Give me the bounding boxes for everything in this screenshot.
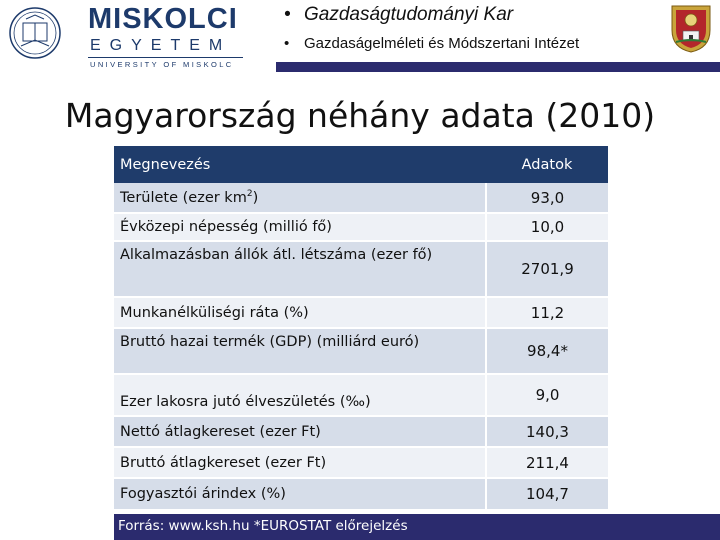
slide-header xyxy=(0,0,720,72)
row-value: 104,7 xyxy=(486,478,608,510)
row-value: 9,0 xyxy=(486,374,608,416)
source-footer xyxy=(114,514,720,540)
row-value: 211,4 xyxy=(486,447,608,478)
row-value: 2701,9 xyxy=(486,241,608,297)
row-label: Munkanélküliségi ráta (%) xyxy=(114,297,486,328)
faculty-crest-icon xyxy=(670,4,712,54)
logo-divider xyxy=(88,57,243,58)
faculty-name-text: Gazdaságtudományi Kar xyxy=(304,4,514,25)
row-label: Ezer lakosra jutó élveszületés (‰) xyxy=(114,374,486,416)
row-label: Területe (ezer $km^2$) xyxy=(114,183,486,213)
row-label: Nettó átlagkereset (ezer Ft) xyxy=(114,416,486,447)
row-label: Bruttó hazai termék (GDP) (milliárd euró) xyxy=(114,328,486,374)
logo-subtitle: EGYETEM xyxy=(90,37,232,54)
institute-name-text: Gazdaságelméleti és Módszertani Intézet xyxy=(304,35,580,52)
header-accent-bar xyxy=(276,62,720,72)
row-value: 140,3 xyxy=(486,416,608,447)
row-value: 10,0 xyxy=(486,213,608,241)
row-value: 93,0 xyxy=(486,183,608,213)
source-note: Forrás: www.ksh.hu *EUROSTAT előrejelzés xyxy=(118,518,408,534)
row-value: 98,4* xyxy=(486,328,608,374)
university-logo-wordmark xyxy=(88,4,248,70)
table-header-row xyxy=(114,146,608,183)
row-label: Alkalmazásban állók átl. létszáma (ezer fő) xyxy=(114,241,486,297)
row-value: 11,2 xyxy=(486,297,608,328)
bullet: • xyxy=(284,4,291,25)
table-row xyxy=(114,416,608,447)
row-label: Fogyasztói árindex (%) xyxy=(114,478,486,510)
table-row xyxy=(114,478,608,510)
university-seal-logo xyxy=(8,6,62,60)
row-label: Évközepi népesség (millió fő) xyxy=(114,213,486,241)
table-row xyxy=(114,297,608,328)
bullet: • xyxy=(284,35,290,52)
row-label: Bruttó átlagkereset (ezer Ft) xyxy=(114,447,486,478)
table-row xyxy=(114,374,608,416)
table-row xyxy=(114,328,608,374)
table-row xyxy=(114,447,608,478)
table-row xyxy=(114,241,608,297)
faculty-heading xyxy=(276,0,636,62)
table-row xyxy=(114,213,608,241)
faculty-name xyxy=(284,4,513,26)
institute-name xyxy=(284,35,579,52)
column-header-name: Megnevezés xyxy=(114,146,486,183)
column-header-value: Adatok xyxy=(486,146,608,183)
logo-name: MISKOLCI xyxy=(88,3,238,35)
data-table xyxy=(114,146,608,511)
table-row xyxy=(114,183,608,213)
page-title: Magyarország néhány adata (2010) xyxy=(64,96,656,135)
logo-english-name: UNIVERSITY OF MISKOLC xyxy=(90,60,234,69)
